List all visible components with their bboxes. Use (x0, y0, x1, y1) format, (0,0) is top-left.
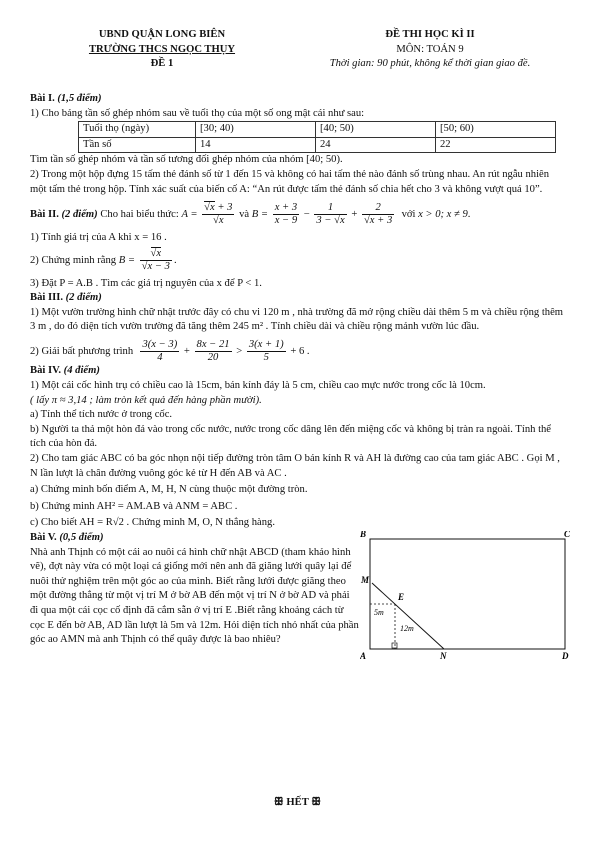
bai5-heading: Bài V. (0,5 điểm) (30, 532, 104, 544)
table-cell: Tần số (79, 137, 196, 153)
bai1-heading: Bài I. (1,5 điểm) (30, 93, 102, 104)
bai1-q1-ask: Tìm tần số ghép nhóm và tần số tương đối ghép nhóm của nhóm [40; 50). (30, 154, 343, 166)
time-note: Thời gian: 90 phút, không kể thời gian giao đề. (329, 58, 531, 70)
label-M: M (361, 575, 370, 586)
label-A: A (360, 651, 367, 662)
table-cell: 22 (436, 137, 556, 153)
exam-title: ĐỀ THI HỌC KÌ II (385, 29, 475, 40)
label-12m: 12m (400, 624, 414, 634)
label-B: B (360, 531, 367, 540)
bai2-q2: 2) Chứng minh rằng B = $\frac{√x}{√x - 3}$ . (30, 248, 177, 273)
table-cell: 24 (316, 137, 436, 153)
bai4-heading: Bài IV. (4 điểm) (30, 365, 100, 377)
end-mark: ꕥ HẾT ꕥ (273, 797, 322, 808)
bai2-q3: 3) Đặt P = A.B . Tìm các giá trị nguyên của x để P < 1. (30, 277, 262, 289)
table-cell: 14 (196, 137, 316, 153)
bai1-q2: 2) Trong một hộp đựng 15 tấm thẻ đánh số từ 1 đến 15 và không có hai tấm thẻ nào đánh số trùng nhau. An rút ngẫu nhiên một tấm thẻ trong hộp. Tính xác suất của biến cố A: “An rút được tấm thẻ đánh số chia hết cho 3 và không vượt quá 10”. (30, 169, 550, 195)
label-E: E (398, 592, 405, 603)
bai4-q2c: c) Cho biết AH = R√2 . Chứng minh M, O, N thẳng hàng. (30, 517, 275, 529)
bai4-q1b: b) Người ta thả một hòn đá vào trong cốc nước, nước trong cốc dâng lên đến miệng cốc và không bị tràn ra ngoài. Tính thể tích của hòn đá. (30, 423, 552, 450)
bai3-q2: 2) Giải bất phương trình $\frac{3(x - 3)}{4}$ + $\frac{8x - 21}{20}$ > $\frac{3(x + 1)}{5}$ + 6 . (30, 339, 310, 364)
exam-header (300, 28, 560, 72)
frequency-table (78, 121, 556, 153)
pond-figure (360, 531, 570, 661)
bai5-text: Nhà anh Thịnh có một cái ao nuôi cá hình chữ nhật ABCD (tham khảo hình vẽ), đợt này vừa có một loại cá giống mới nên anh đã giăng lưới quây lại để nuôi thử nghiệm trên một góc ao của mình. Biết rằng lưới được giăng theo một đường thẳng từ một vị trí M ở bờ AB đến một vị trí N ở bờ AD và phải đi qua một cái cọc cố định đã cắm sẵn ở vị trí E .Biết rằng khoảng cách từ cọc E đến bờ AB, AD lần lượt là 5m và 12m. Hỏi diện tích nhỏ nhất của phần góc ao AMN mà anh Thịnh có thể quây được là bao nhiêu? (30, 546, 359, 646)
bai4-q1-note: ( lấy π ≈ 3,14 ; làm tròn kết quả đến hàng phần mười). (30, 394, 262, 406)
table-cell: [30; 40) (196, 122, 316, 138)
exam-body (30, 92, 570, 662)
school-name: TRƯỜNG THCS NGỌC THỤY (88, 43, 236, 55)
bai4-q2a: a) Chứng minh bốn điểm A, M, H, N cùng thuộc một đường tròn. (30, 484, 308, 496)
bai4-q2b: b) Chứng minh AH² = AM.AB và ANM = ABC . (30, 500, 238, 512)
bai3-q1: 1) Một vườn trường hình chữ nhật trước đây có chu vi 120 m , nhà trường đã mở rộng chiều dài thêm 5 m và chiều rộng thêm 3 m , do đó diện tích vườn trường đã tăng thêm 245 m² . Tính chiều dài và chiều rộng mảnh vườn lúc đầu. (30, 306, 564, 333)
subject: MÔN: TOÁN 9 (396, 43, 464, 55)
table-cell: [50; 60) (436, 122, 556, 138)
bai4-q1a: a) Tính thể tích nước ở trong cốc. (30, 409, 173, 421)
exam-code: ĐỀ 1 (150, 58, 174, 70)
label-C: C (564, 531, 570, 540)
bai4-q1: 1) Một cái cốc hình trụ có chiều cao là 15cm, bán kính đáy là 5 cm, chiều cao mực nước trong cốc là 10cm. (30, 379, 486, 391)
district-name: UBND QUẬN LONG BIÊN (98, 29, 226, 40)
bai1-q1: 1) Cho bảng tần số ghép nhóm sau về tuổi thọ của một số ong mật cái như sau: (30, 107, 365, 119)
bai2-intro: Bài II. (2 điểm) Cho hai biểu thức: A = $\frac{√x + 3}{√x}$ và B = $\frac{x + 3}{x - 9}$ − $\frac{1}{3 - √x}$ + $\frac{2}{√x + 3}$ với x > 0; x ≠ 9. (30, 202, 471, 227)
bai2-q1: 1) Tính giá trị của A khi x = 16 . (30, 231, 167, 243)
label-D: D (562, 651, 569, 662)
table-row (79, 137, 556, 153)
school-header (72, 28, 252, 72)
table-cell: Tuổi thọ (ngày) (79, 122, 196, 138)
bai5-section (30, 531, 570, 662)
right-angle-mark (392, 643, 397, 648)
table-row (79, 122, 556, 138)
table-cell: [40; 50) (316, 122, 436, 138)
bai3-heading: Bài III. (2 điểm) (30, 292, 102, 304)
label-N: N (440, 651, 447, 662)
bai4-q2: 2) Cho tam giác ABC có ba góc nhọn nội tiếp đường tròn tâm O bán kính R và AH là đường cao của tam giác ABC . Gọi M , N lần lượt là chân đường vuông góc kẻ từ H đến AB và AC . (30, 453, 560, 479)
label-5m: 5m (374, 608, 384, 618)
